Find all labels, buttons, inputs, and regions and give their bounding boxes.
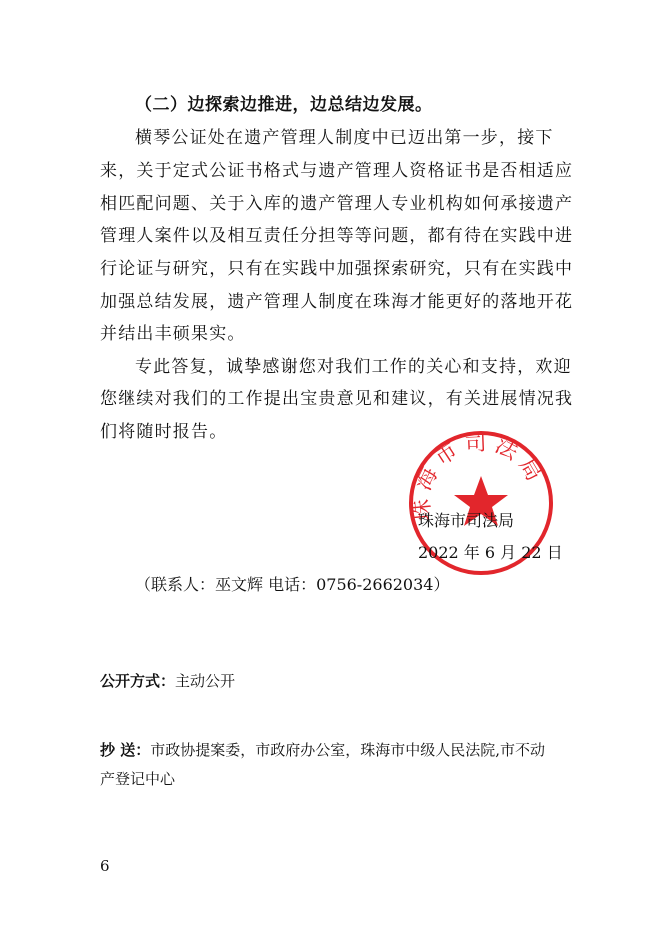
cc-label: 抄 送：	[100, 741, 151, 759]
paragraph-1-line: 相匹配问题、关于入库的遗产管理人专业机构如何承接遗产	[100, 194, 574, 214]
paragraph-1-line: 加强总结发展，遗产管理人制度在珠海才能更好的落地开花	[100, 292, 574, 312]
paragraph-1-line: 行论证与研究，只有在实践中加强探索研究，只有在实践中	[100, 259, 574, 279]
paragraph-1-line: 来，关于定式公证书格式与遗产管理人资格证书是否相适应	[100, 161, 574, 181]
paragraph-2-line: 专此答复，诚挚感谢您对我们工作的关心和支持，欢迎	[135, 357, 572, 377]
cc-recipients-continued: 产登记中心	[100, 770, 176, 788]
disclosure-label: 公开方式：	[100, 672, 176, 690]
disclosure-value: 主动公开	[175, 672, 236, 690]
signature-org: 珠海市司法局	[418, 511, 515, 530]
signature-date: 2022 年 6 月 22 日	[418, 543, 563, 562]
paragraph-2-line: 您继续对我们的工作提出宝贵意见和建议，有关进展情况我	[100, 389, 574, 409]
paragraph-2-line: 们将随时报告。	[100, 422, 228, 442]
section-heading: （二）边探索边推进，边总结边发展。	[135, 95, 433, 115]
disclosure-line	[100, 670, 235, 691]
paragraph-1-line: 管理人案件以及相互责任分担等等问题，都有待在实践中进	[100, 226, 574, 246]
paragraph-1-line: 并结出丰硕果实。	[100, 324, 246, 344]
cc-line-continued	[100, 768, 175, 789]
contact-info: （联系人：巫文辉 电话：0756-2662034）	[135, 575, 450, 594]
page-number: 6	[100, 857, 110, 875]
cc-line	[100, 739, 545, 760]
seal-text: 珠海市司法局	[409, 430, 550, 523]
cc-recipients: 市政协提案委，市政府办公室，珠海市中级人民法院,市不动	[150, 741, 546, 759]
paragraph-1-line: 横琴公证处在遗产管理人制度中已迈出第一步，接下	[135, 128, 554, 148]
